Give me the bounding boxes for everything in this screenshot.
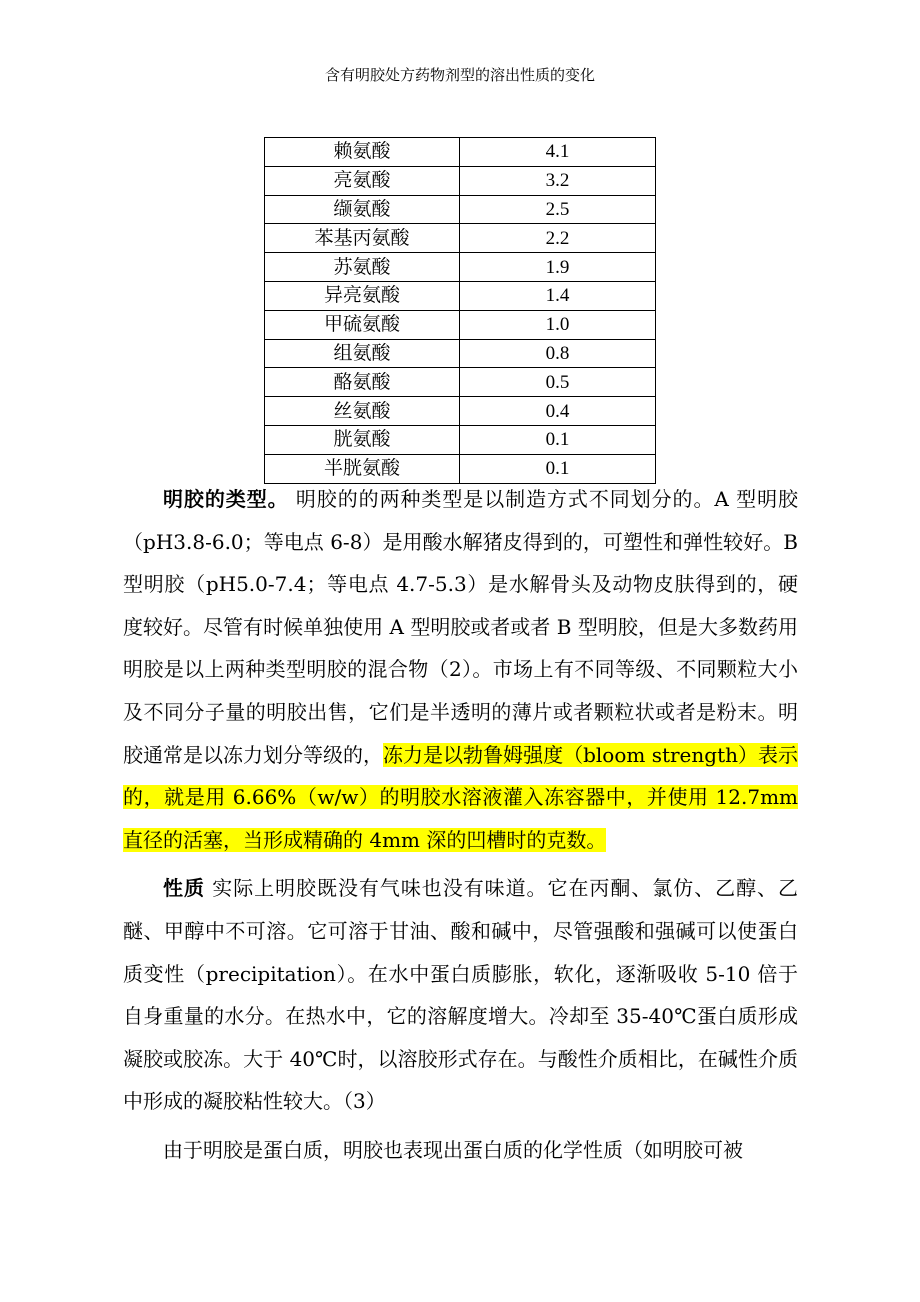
paragraph-properties: [123, 867, 798, 1123]
amino-acid-name: 酪氨酸: [265, 368, 460, 397]
amino-acid-name: 苯基丙氨酸: [265, 224, 460, 253]
amino-acid-name: 赖氨酸: [265, 138, 460, 167]
amino-acid-value: 3.2: [460, 166, 656, 195]
amino-acid-value: 0.4: [460, 397, 656, 426]
body-text: [123, 478, 798, 1172]
table-row: [265, 253, 656, 282]
paragraph-text: 明胶的的两种类型是以制造方式不同划分的。A 型明胶（pH3.8-6.0；等电点 6-8）是用酸水解猪皮得到的，可塑性和弹性较好。B 型明胶（pH5.0-7.4；等电点 4.7-5.3）是水解骨头及动物皮肤得到的，硬度较好。尽管有时候单独使用 A 型明胶或者或者 B 型明胶，但是大多数药用明胶是以上两种类型明胶的混合物（2）。市场上有不同等级、不同颗粒大小及不同分子量的明胶出售，它们是半透明的薄片或者颗粒状或者是粉末。明胶通常是以冻力划分等级的，: [123, 487, 798, 767]
paragraph-text: 实际上明胶既没有气味也没有味道。它在丙酮、氯仿、乙醇、乙醚、甲醇中不可溶。它可溶于甘油、酸和碱中，尽管强酸和强碱可以使蛋白质变性（precipitation）。在水中蛋白质膨胀，软化，逐渐吸收 5-10 倍于自身重量的水分。在热水中，它的溶解度增大。冷却至 35-40℃蛋白质形成凝胶或胶冻。大于 40℃时，以溶胶形式存在。与酸性介质相比，在碱性介质中形成的凝胶粘性较大。（3）: [123, 876, 799, 1114]
amino-acid-name: 丝氨酸: [265, 397, 460, 426]
amino-acid-name: 亮氨酸: [265, 166, 460, 195]
table-row: [265, 368, 656, 397]
amino-acid-value: 4.1: [460, 138, 656, 167]
amino-acid-name: 异亮氨酸: [265, 281, 460, 310]
page-header: 含有明胶处方药物剂型的溶出性质的变化: [324, 66, 595, 84]
table-row: [265, 310, 656, 339]
amino-acid-name: 苏氨酸: [265, 253, 460, 282]
table-row: [265, 195, 656, 224]
amino-acid-value: 1.9: [460, 253, 656, 282]
amino-acid-table: [264, 137, 656, 484]
amino-acid-value: 1.4: [460, 281, 656, 310]
amino-acid-name: 胱氨酸: [265, 425, 460, 454]
section-heading-properties: 性质: [163, 876, 205, 901]
amino-acid-name: 缬氨酸: [265, 195, 460, 224]
paragraph-chemical: [123, 1129, 798, 1172]
amino-acid-table-body: [265, 138, 656, 484]
amino-acid-name: 甲硫氨酸: [265, 310, 460, 339]
table-row: [265, 138, 656, 167]
amino-acid-value: 2.5: [460, 195, 656, 224]
amino-acid-value: 0.1: [460, 454, 656, 483]
amino-acid-value: 1.0: [460, 310, 656, 339]
table-row: [265, 339, 656, 368]
paragraph-text: 由于明胶是蛋白质，明胶也表现出蛋白质的化学性质（如明胶可被: [163, 1137, 743, 1162]
table-row: [265, 281, 656, 310]
table-row: [265, 397, 656, 426]
amino-acid-value: 2.2: [460, 224, 656, 253]
amino-acid-name: 半胱氨酸: [265, 454, 460, 483]
section-heading-types: 明胶的类型。: [163, 487, 289, 511]
amino-acid-name: 组氨酸: [265, 339, 460, 368]
amino-acid-value: 0.8: [460, 339, 656, 368]
amino-acid-value: 0.5: [460, 368, 656, 397]
paragraph-gelatin-types: [123, 478, 798, 861]
amino-acid-value: 0.1: [460, 425, 656, 454]
table-row: [265, 166, 656, 195]
highlighted-text: 冻力是以勃鲁姆强度（bloom strength）表示的，就是用 6.66%（w/w）的明胶水溶液灌入冻容器中，并使用 12.7mm 直径的活塞，当形成精确的 4mm 深的凹槽时的克数。: [123, 742, 798, 852]
table-row: [265, 425, 656, 454]
table-row: [265, 224, 656, 253]
